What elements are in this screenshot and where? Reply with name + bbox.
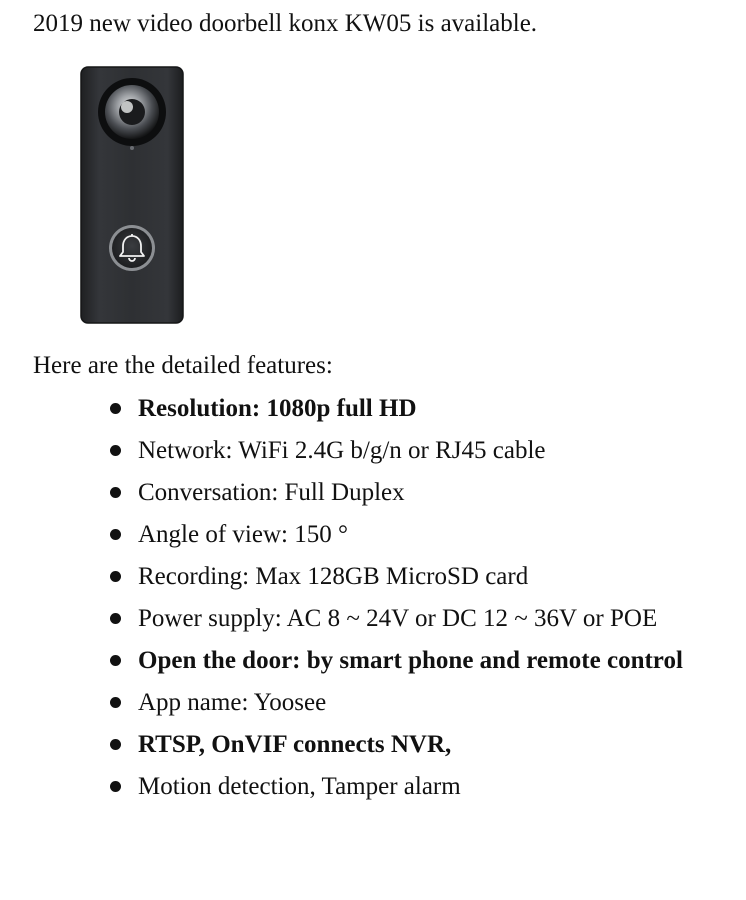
- feature-text: Recording: Max 128GB MicroSD card: [138, 563, 529, 590]
- feature-item: [0, 598, 746, 640]
- feature-text: Angle of view: 150 °: [138, 521, 348, 548]
- bullet-icon: [110, 445, 121, 456]
- feature-item: [0, 640, 746, 682]
- feature-text: Conversation: Full Duplex: [138, 479, 405, 506]
- feature-text: Motion detection, Tamper alarm: [138, 773, 461, 800]
- feature-text: Network: WiFi 2.4G b/g/n or RJ45 cable: [138, 437, 546, 464]
- bullet-icon: [110, 697, 121, 708]
- feature-list: [0, 388, 746, 808]
- intro-text: 2019 new video doorbell konx KW05 is available.: [33, 10, 538, 37]
- bullet-icon: [110, 655, 121, 666]
- feature-item: [0, 766, 746, 808]
- feature-text: Resolution: 1080p full HD: [138, 395, 417, 422]
- feature-text: RTSP, OnVIF connects NVR,: [138, 731, 452, 758]
- doorbell-product-image: [78, 64, 186, 326]
- feature-item: [0, 472, 746, 514]
- bullet-icon: [110, 613, 121, 624]
- feature-item: [0, 724, 746, 766]
- feature-item: [0, 430, 746, 472]
- bullet-icon: [110, 781, 121, 792]
- bullet-icon: [110, 403, 121, 414]
- bullet-icon: [110, 529, 121, 540]
- feature-text: Open the door: by smart phone and remote control: [138, 647, 683, 674]
- feature-text: App name: Yoosee: [138, 689, 327, 716]
- feature-text: Power supply: AC 8 ~ 24V or DC 12 ~ 36V or POE: [138, 605, 658, 632]
- bullet-icon: [110, 739, 121, 750]
- feature-item: [0, 556, 746, 598]
- features-heading: Here are the detailed features:: [33, 352, 333, 379]
- feature-item: [0, 682, 746, 724]
- bullet-icon: [110, 571, 121, 582]
- feature-item: [0, 514, 746, 556]
- feature-item: [0, 388, 746, 430]
- bell-icon: [109, 225, 155, 271]
- bullet-icon: [110, 487, 121, 498]
